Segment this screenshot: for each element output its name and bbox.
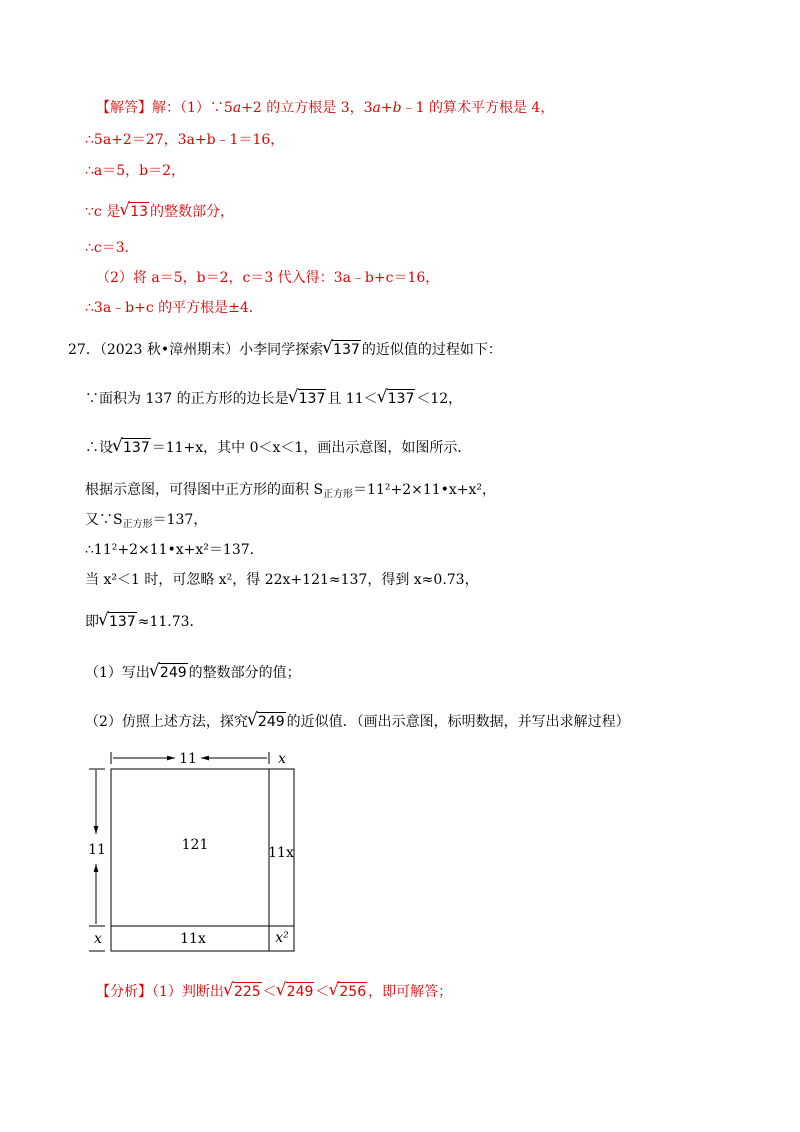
radicand: 249 xyxy=(286,984,314,1000)
radicand: 256 xyxy=(339,984,367,1000)
answer-line-6 xyxy=(96,268,439,288)
left-label-x: x xyxy=(94,931,102,947)
corner-label: x² xyxy=(275,930,289,946)
analysis-tag: 【分析】 xyxy=(96,984,152,1000)
sqrt-137 xyxy=(99,612,137,632)
answer-line5-text: ∴c＝3． xyxy=(85,240,139,256)
sqrt-249 xyxy=(277,982,315,1002)
answer-tag: 【解答】 xyxy=(96,100,152,116)
p2-post: ＝11+x，其中 0＜x＜1，画出示意图，如图所示． xyxy=(151,440,472,456)
right-strip-label: 11x xyxy=(268,845,294,861)
answer-line7-text: ∴3a﹣b+c 的平方根是±4． xyxy=(85,300,263,316)
radicand: 249 xyxy=(257,714,285,730)
radicand: 137 xyxy=(109,614,136,630)
p4-post: ＝137， xyxy=(152,512,208,528)
sqrt-225 xyxy=(224,982,262,1002)
left-label-11: 11 xyxy=(88,842,106,858)
p5-text: ∴11²+2×11•x+x²＝137． xyxy=(85,542,264,558)
p6-text: 当 x²＜1 时，可忽略 x²，得 22x+121≈137，得到 x≈0.73， xyxy=(85,572,479,588)
question-2 xyxy=(85,712,630,732)
subscript-square: 正方形 xyxy=(323,489,354,500)
square-diagram xyxy=(85,748,305,958)
top-label-11: 11 xyxy=(179,751,197,767)
sqrt-137 xyxy=(289,389,327,409)
analysis-post: ，即可解答； xyxy=(368,984,453,1000)
p7-post: ≈11.73． xyxy=(137,614,204,630)
sqrt-137 xyxy=(378,389,416,409)
radicand: 137 xyxy=(387,391,415,407)
problem-header-pre: 27．（2023 秋•漳州期末）小李同学探索 xyxy=(68,342,324,358)
radicand: 137 xyxy=(298,391,326,407)
center-area-label: 121 xyxy=(181,837,209,853)
problem-header-post: 的近似值的过程如下： xyxy=(361,342,502,358)
bottom-strip-label: 11x xyxy=(180,931,206,947)
answer-line-2 xyxy=(85,130,284,150)
sqrt-249 xyxy=(150,663,188,683)
sqrt-137 xyxy=(323,340,361,360)
sqrt-13 xyxy=(120,202,149,222)
p1-pre: ∵面积为 137 的正方形的边长是 xyxy=(85,391,289,407)
problem-header xyxy=(68,340,502,360)
p4-pre: 又∵S xyxy=(85,512,123,528)
q2-post: 的近似值．（画出示意图，标明数据，并写出求解过程） xyxy=(286,714,630,730)
answer-line-1 xyxy=(96,98,554,118)
p3-pre: 根据示意图，可得图中正方形的面积 S xyxy=(85,482,324,498)
radicand: 13 xyxy=(130,204,149,220)
radicand: 225 xyxy=(233,984,261,1000)
answer-line1-prefix: 解：（1）∵5 xyxy=(152,100,233,116)
radicand: 249 xyxy=(159,665,187,681)
answer-line-7 xyxy=(85,298,263,318)
problem-line-2 xyxy=(85,438,471,458)
p1-post: ＜12， xyxy=(416,391,463,407)
question-1 xyxy=(85,663,301,683)
problem-line-4 xyxy=(85,510,207,532)
var-a: a xyxy=(232,100,242,116)
radicand: 137 xyxy=(333,342,360,358)
problem-line-3 xyxy=(85,480,496,502)
p2-pre: ∴设 xyxy=(85,440,113,456)
p3-post: ＝11²+2×11•x+x²， xyxy=(353,482,497,498)
problem-line-5 xyxy=(85,540,264,560)
answer-line4-pre: ∵c 是 xyxy=(85,204,121,220)
sqrt-249 xyxy=(248,712,286,732)
analysis-pre: （1）判断出 xyxy=(152,984,224,1000)
q1-pre: （1）写出 xyxy=(85,665,150,681)
answer-line-5 xyxy=(85,238,139,258)
plus-sign: + xyxy=(380,100,393,116)
problem-line-1 xyxy=(85,389,462,409)
outer-square xyxy=(111,769,294,951)
top-label-x: x xyxy=(278,751,286,767)
sqrt-137 xyxy=(113,438,151,458)
q2-pre: （2）仿照上述方法，探究 xyxy=(85,714,248,730)
answer-line2-text: ∴5a+2＝27，3a+b﹣1＝16， xyxy=(85,132,285,148)
less-than: ＜ xyxy=(262,984,277,1000)
problem-line-7 xyxy=(85,612,204,632)
answer-line6-text: （2）将 a＝5，b＝2，c＝3 代入得：3a﹣b+c＝16， xyxy=(96,270,440,286)
var-b: b xyxy=(392,100,402,116)
answer-line1-rest: ﹣1 的算术平方根是 4， xyxy=(401,100,555,116)
p7-pre: 即 xyxy=(85,614,99,630)
less-than: ＜ xyxy=(315,984,330,1000)
p1-mid: 且 11＜ xyxy=(327,391,378,407)
answer-line3-text: ∴a＝5，b＝2， xyxy=(85,163,186,179)
answer-line1-mid: +2 的立方根是 3，3 xyxy=(241,100,373,116)
var-a: a xyxy=(372,100,381,116)
problem-line-6 xyxy=(85,570,479,590)
answer-line-3 xyxy=(85,161,185,181)
answer-line4-post: 的整数部分， xyxy=(150,204,235,220)
answer-line-4 xyxy=(85,202,234,222)
subscript-square: 正方形 xyxy=(122,519,153,530)
q1-post: 的整数部分的值； xyxy=(188,665,301,681)
sqrt-256 xyxy=(329,982,367,1002)
analysis-line xyxy=(96,982,452,1002)
radicand: 137 xyxy=(123,440,150,456)
